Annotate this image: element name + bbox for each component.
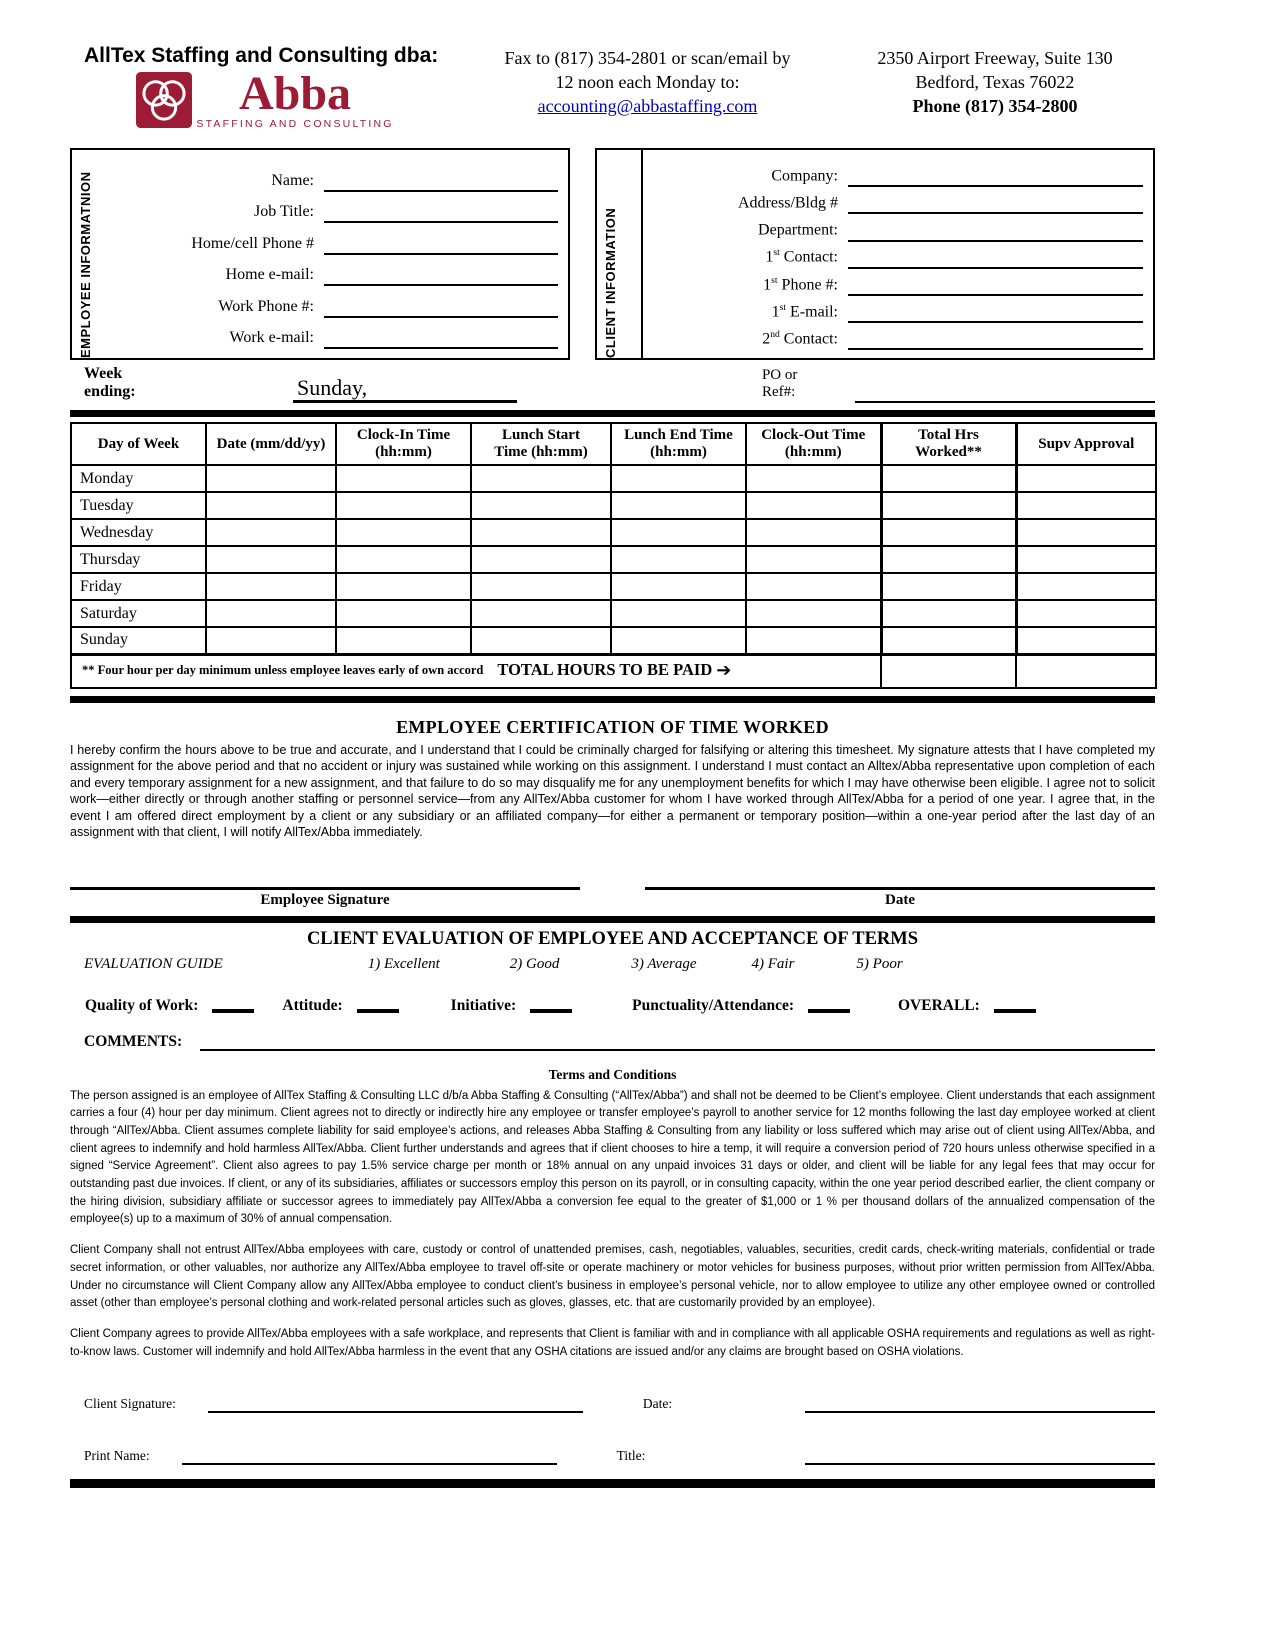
timesheet-cell[interactable] [336,492,471,519]
terms-title: Terms and Conditions [548,1066,677,1082]
comments-label: COMMENTS: [84,1032,183,1050]
client-information-label: CLIENT INFORMATION [603,207,618,358]
address-bldg-label: Address/Bldg # [738,194,838,212]
timesheet-cell[interactable] [611,492,746,519]
logo-tagline: STAFFING AND CONSULTING [196,118,394,130]
day-label: Monday [71,465,206,492]
timesheet-cell[interactable] [471,627,611,654]
timesheet-cell[interactable] [611,573,746,600]
first-email-field[interactable] [848,299,1143,323]
company-dba-line: AllTex Staffing and Consulting dba: [84,44,439,67]
timesheet-table [70,422,1157,689]
abba-logo-mark-icon [136,72,192,128]
second-contact-field[interactable] [848,326,1143,350]
first-contact-field[interactable] [848,245,1143,269]
certification-title: EMPLOYEE CERTIFICATION OF TIME WORKED [396,716,829,737]
timesheet-cell[interactable] [881,627,1016,654]
supv-footer-cell [1016,654,1156,688]
table-row [71,600,1156,627]
timesheet-cell[interactable] [206,492,336,519]
week-ending-field[interactable] [293,376,517,403]
timesheet-cell[interactable] [746,546,881,573]
scale-poor: 5) Poor [856,955,903,972]
evaluation-guide-label: EVALUATION GUIDE [84,955,223,972]
col-supv-approval: Supv Approval [1016,423,1156,465]
day-label: Thursday [71,546,206,573]
timesheet-cell[interactable] [746,519,881,546]
employee-signature-label: Employee Signature [260,891,390,908]
timesheet-cell[interactable] [881,546,1016,573]
timesheet-cell[interactable] [471,465,611,492]
timesheet-cell[interactable] [611,600,746,627]
client-date-field[interactable] [805,1411,1155,1413]
timesheet-cell[interactable] [206,600,336,627]
first-contact-label: 1st Contact: [765,247,838,266]
timesheet-cell[interactable] [881,600,1016,627]
terms-paragraph-1: The person assigned is an employee of AllTex Staffing & Consulting LLC d/b/a Abba Staffing & Consulting (“AllTex/Abba”) and shall not be deemed to be Client’s employee. Client understands that each assignment carries a four (4) hour per day minimum. Client agrees not to directly or indirectly hire any employee or transfer employee’s payroll to another service for 12 months following the last day employee worked at client through “AllTex/Abba. Client assumes complete liability for said employee’s actions, and releases Abba Staffing & Consulting from any liability or loss suffered which may arise out of client using AllTex/Abba, and client agrees to indemnify and hold harmless AllTex/Abba. Client further understands and agrees that if client chooses to hire a temp, it will require a conversion period of 720 hours unless otherwise specified in a signed “Service Agreement”. Client also agrees to pay 1.5% service charge per month or 18% annual on any unpaid invoices 31 days or older, and client will be liable for any legal fees that may occur for outstanding past due invoices. If client, or any of its subsidiaries, affiliates or successors employ this person on its payroll, or in consulting capacity, within the one year period described earlier, the client company or the hiring division, subsidiary affiliate or successor agrees to immediately pay AllTex/Abba a conversion fee equal to the greater of $1,000 or 1 % per thousand dollars of the annualized compensation of the employee(s) up to a maximum of 30% of annual compensation. [70,1089,1155,1226]
timesheet-cell[interactable] [471,600,611,627]
day-label: Wednesday [71,519,206,546]
timesheet-cell[interactable] [881,492,1016,519]
address-line-1: 2350 Airport Freeway, Suite 130 [877,48,1113,68]
table-row [71,573,1156,600]
scale-fair: 4) Fair [751,955,795,972]
timesheet-cell[interactable] [471,546,611,573]
employee-date-field[interactable] [645,887,1155,890]
employee-date-label: Date [885,891,915,908]
company-address [835,44,1155,130]
client-title-label: Title: [616,1448,646,1464]
week-ending-value: Sunday, [297,375,368,400]
timesheet-cell[interactable] [746,465,881,492]
footnote-cell [71,654,881,688]
job-title-label: Job Title: [253,203,314,220]
company-field[interactable] [848,163,1143,187]
scale-average: 3) Average [631,955,697,972]
second-contact-label: 2nd Contact: [762,328,838,348]
timesheet-cell[interactable] [206,546,336,573]
print-name-field[interactable] [182,1463,557,1465]
timesheet-cell[interactable] [1016,573,1156,600]
certification-body: I hereby confirm the hours above to be true and accurate, and I understand that I could be criminally charged for falsifying or altering this timesheet. My signature attests that I have completed my assignment for the above period and that no accident or injury was sustained while working on this assignment. I understand I must contact an Alltex/Abba representative upon completion of each and every temporary assignment for a new assignment, and that failure to do so may disqualify me for any unemployment benefits for which I may have otherwise been eligible. I agree not to solicit work—either directly or through another staffing or personnel service—from any AllTex/Abba customer for whom I have worked through AllTex/Abba for a period of one year. I agree that, in the event I am offered direct employment by a client or any subsidiary or an affiliated company—for either a permanent or temporary position—within a one-year period after the last day of an assignment with that client, I will notify AllTex/Abba immediately. [70,742,1155,839]
table-row [71,492,1156,519]
timesheet-cell[interactable] [471,492,611,519]
scale-excellent: 1) Excellent [367,955,440,972]
client-title-field[interactable] [805,1463,1155,1465]
terms-paragraph-2: Client Company shall not entrust AllTex/Abba employees with care, custody or control of unattended premises, cash, negotiables, valuables, securities, credit cards, check-writing materials, confidential or trade secret information, or other valuables, nor authorize any AllTex/Abba employee to travel off-site or operate machinery or motor vehicles for business purposes, without prior written permission from AllTex/Abba. Under no circumstance will Client Company allow any AllTex/Abba employee to conduct client’s business in employee’s personal vehicle, nor to allow employee to utilize any other employee owned or controlled asset (other than employee’s personal clothing and work-related personal articles such as gloves, glasses, etc. that are customarily provided by an employee). [70,1244,1155,1310]
po-ref-label: PO or Ref#: [761,367,798,400]
col-day-of-week: Day of Week [71,423,206,465]
timesheet-cell[interactable] [336,546,471,573]
fax-line-2: 12 noon each Monday to: [555,72,740,92]
timesheet-cell[interactable] [746,600,881,627]
col-clock-out: Clock-Out Time (hh:mm) [746,423,881,465]
timesheet-cell[interactable] [611,546,746,573]
total-hours-label: TOTAL HOURS TO BE PAID [497,660,713,679]
col-lunch-end: Lunch End Time (hh:mm) [611,423,746,465]
table-row [71,546,1156,573]
section-divider [70,696,1155,703]
timesheet-cell[interactable] [1016,492,1156,519]
timesheet-cell[interactable] [471,573,611,600]
timesheet-cell[interactable] [611,465,746,492]
timesheet-cell[interactable] [611,519,746,546]
timesheet-cell[interactable] [206,465,336,492]
work-phone-label: Work Phone #: [218,297,314,315]
form-header [70,44,1155,130]
timesheet-cell[interactable] [336,465,471,492]
address-line-2: Bedford, Texas 76022 [915,72,1075,92]
comments-field[interactable] [200,1035,1155,1051]
col-date: Date (mm/dd/yy) [206,423,336,465]
timesheet-cell[interactable] [881,519,1016,546]
overall-field[interactable] [994,1001,1036,1013]
client-information-box [595,148,1155,360]
terms-section [70,1067,1155,1362]
first-phone-label: 1st Phone #: [763,274,838,293]
client-box-divider [641,150,643,358]
timesheet-cell[interactable] [881,465,1016,492]
fax-instructions [460,44,835,130]
abba-logo [70,67,460,130]
address-bldg-field[interactable] [848,190,1143,214]
timesheet-cell[interactable] [1016,627,1156,654]
timesheet-cell[interactable] [206,519,336,546]
job-title-field[interactable] [324,199,558,223]
timesheet-cell[interactable] [1016,519,1156,546]
first-phone-field[interactable] [848,272,1143,296]
initiative-field[interactable] [530,1001,572,1013]
total-hours-field[interactable] [881,654,1016,688]
first-email-label: 1st E-mail: [771,301,838,321]
timesheet-cell[interactable] [746,627,881,654]
fax-line-1: Fax to (817) 354-2801 or scan/email by [504,48,791,68]
timesheet-cell[interactable] [746,492,881,519]
department-field[interactable] [848,218,1143,242]
punctuality-label: Punctuality/Attendance: [632,996,794,1014]
home-email-label: Home e-mail: [225,266,314,283]
employee-information-box [70,148,570,360]
timesheet-cell[interactable] [611,627,746,654]
work-email-label: Work e-mail: [229,329,314,346]
quality-of-work-field[interactable] [212,1001,254,1013]
timesheet-cell[interactable] [336,627,471,654]
terms-paragraph-3: Client Company agrees to provide AllTex/Abba employees with a safe workplace, and represents that Client is familiar with and in compliance with all applicable OSHA requirements and regulations as well as right-to-know laws. Customer will indemnify and hold AllTex/Abba harmless in the event that any OSHA citations are issued and/or any claims are brought based on OSHA violations. [70,1327,1155,1358]
day-label: Friday [71,573,206,600]
timesheet-cell[interactable] [336,519,471,546]
client-signature-label: Client Signature: [84,1396,176,1412]
timesheet-cell[interactable] [206,573,336,600]
client-date-label: Date: [642,1396,673,1412]
section-divider [70,916,1155,923]
col-total-hrs: Total Hrs Worked** [881,423,1016,465]
four-hour-footnote: ** Four hour per day minimum unless employee leaves early of own accord [82,662,484,677]
timesheet-cell[interactable] [1016,600,1156,627]
section-divider [70,410,1155,417]
phone-line: Phone (817) 354-2800 [912,96,1078,116]
name-field[interactable] [324,168,558,192]
col-lunch-start: Lunch Start Time (hh:mm) [471,423,611,465]
timesheet-cell[interactable] [336,600,471,627]
logo-wordmark: Abba [238,67,352,120]
timesheet-cell[interactable] [206,627,336,654]
bottom-divider [70,1479,1155,1488]
timesheet-cell[interactable] [471,519,611,546]
employee-signature-field[interactable] [70,887,580,890]
timesheet-cell[interactable] [1016,465,1156,492]
table-row [71,519,1156,546]
table-row [71,627,1156,654]
table-row [71,465,1156,492]
name-label: Name: [271,171,314,189]
day-label: Sunday [71,627,206,654]
accounting-email-link[interactable]: accounting@abbastaffing.com [537,96,758,116]
arrow-right-icon: ➔ [716,659,732,680]
scale-good: 2) Good [509,955,560,972]
home-cell-phone-label: Home/cell Phone # [191,234,314,252]
day-label: Saturday [71,600,206,627]
timesheet-cell[interactable] [746,573,881,600]
day-label: Tuesday [71,492,206,519]
evaluation-title: CLIENT EVALUATION OF EMPLOYEE AND ACCEPTANCE OF TERMS [306,928,919,949]
employee-information-label: EMPLOYEE INFORMATNION [78,171,93,358]
department-label: Department: [758,221,838,239]
client-signature-field[interactable] [208,1411,583,1413]
attitude-label: Attitude: [282,996,343,1014]
timesheet-cell[interactable] [336,573,471,600]
col-clock-in: Clock-In Time (hh:mm) [336,423,471,465]
company-label: Company: [771,167,838,185]
quality-of-work-label: Quality of Work: [85,996,199,1014]
attitude-field[interactable] [357,1001,399,1013]
timesheet-cell[interactable] [881,573,1016,600]
work-email-field[interactable] [324,325,558,349]
table-footer-row [71,654,1156,688]
work-phone-field[interactable] [324,294,558,318]
print-name-label: Print Name: [84,1448,150,1464]
po-ref-field[interactable] [855,383,1155,403]
week-ending-label: Week ending: [84,365,136,400]
table-header-row [71,423,1156,465]
initiative-label: Initiative: [450,996,517,1014]
timesheet-cell[interactable] [1016,546,1156,573]
overall-label: OVERALL: [898,996,980,1014]
home-email-field[interactable] [324,262,558,286]
home-cell-phone-field[interactable] [324,231,558,255]
punctuality-field[interactable] [808,1001,850,1013]
